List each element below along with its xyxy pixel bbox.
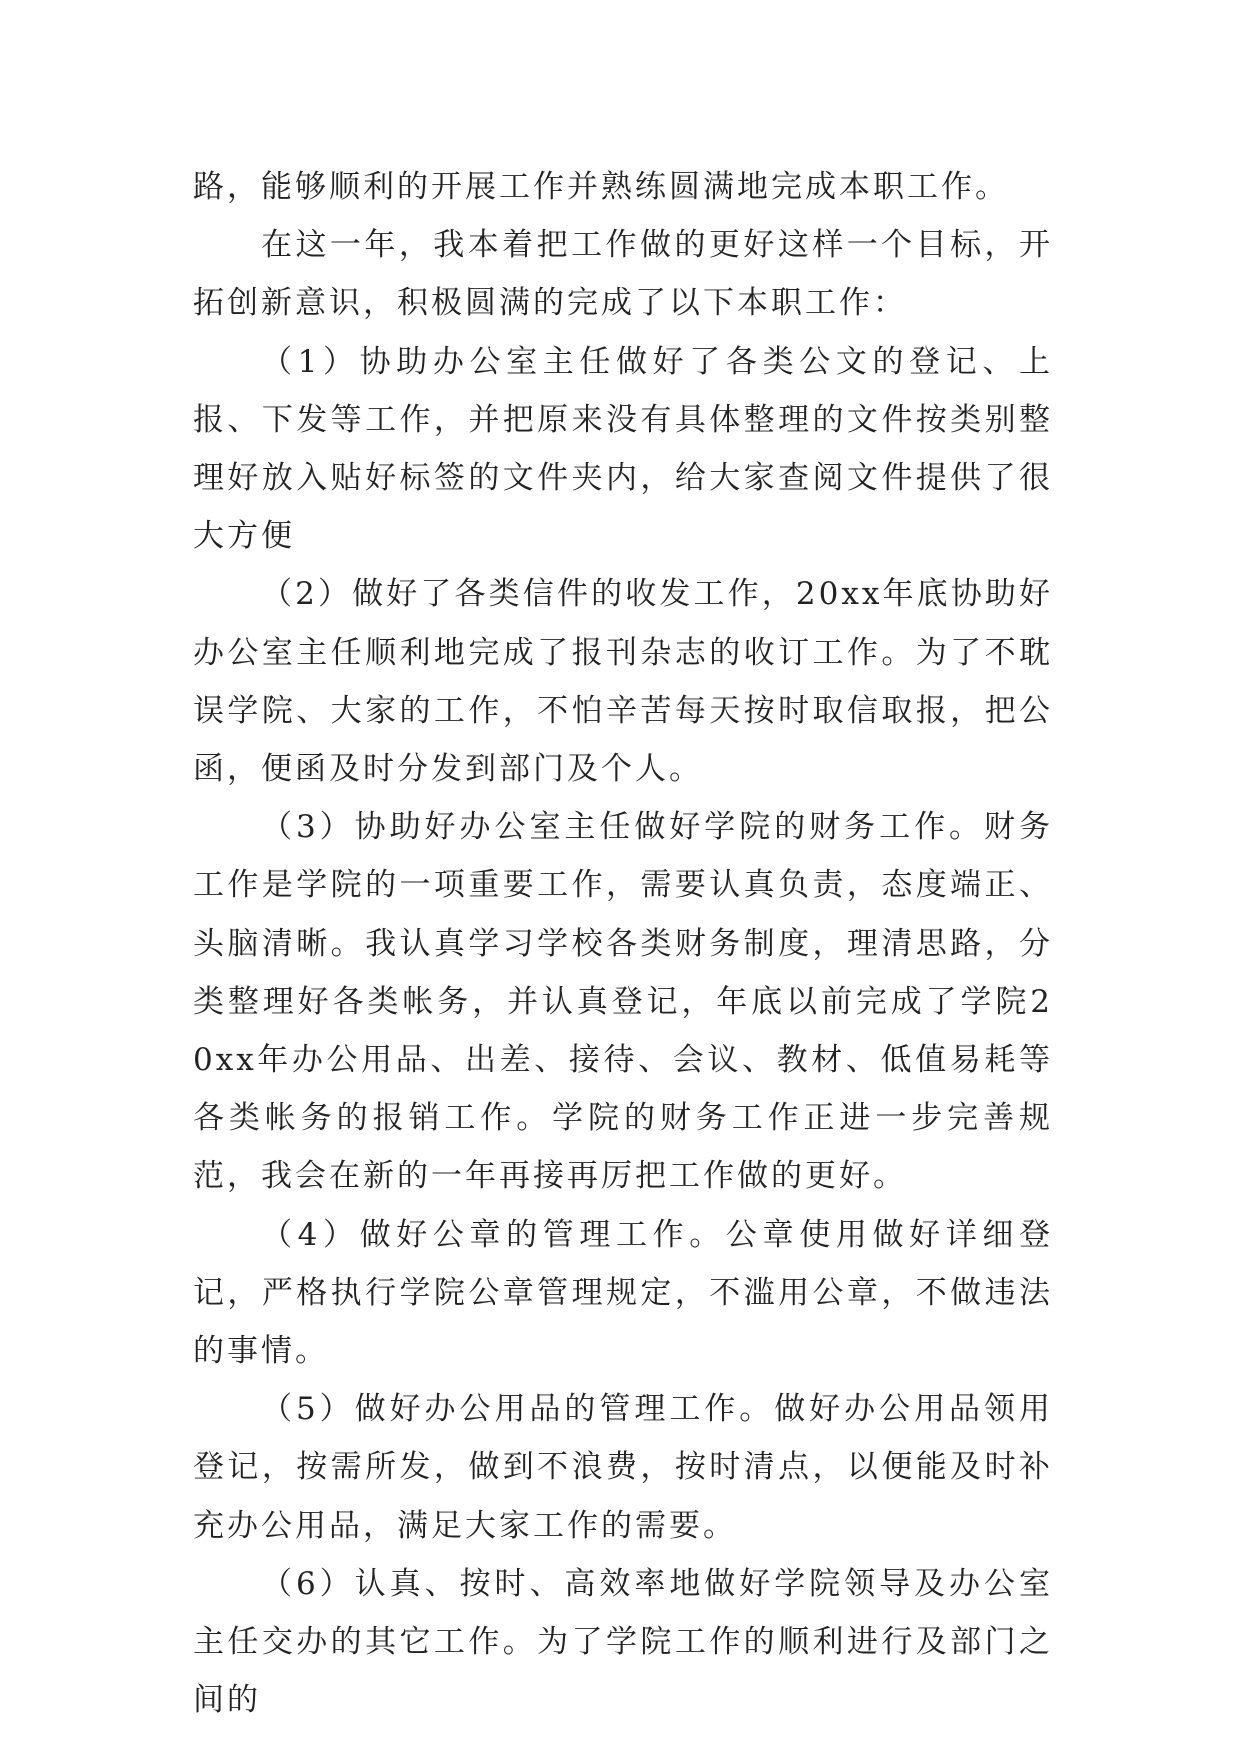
paragraph-item-5: （5）做好办公用品的管理工作。做好办公用品领用登记，按需所发，做到不浪费，按时清点，以便能及时补充办公用品，满足大家工作的需要。 (193, 1391, 1053, 1544)
document-body (193, 158, 1053, 1729)
paragraph-item-3: （3）协助好办公室主任做好学院的财务工作。财务工作是学院的一项重要工作，需要认真负责，态度端正、头脑清晰。我认真学习学校各类财务制度，理清思路，分类整理好各类帐务，并认真登记，年底以前完成了学院20xx年办公用品、出差、接待、会议、教材、低值易耗等各类帐务的报销工作。学院的财务工作正进一步完善规范，我会在新的一年再接再厉把工作做的更好。 (193, 809, 1053, 1195)
paragraph-item-2: （2）做好了各类信件的收发工作，20xx年底协助好办公室主任顺利地完成了报刊杂志的收订工作。为了不耽误学院、大家的工作，不怕辛苦每天按时取信取报，把公函，便函及时分发到部门及个人。 (193, 576, 1053, 788)
paragraph-item-6: （6）认真、按时、高效率地做好学院领导及办公室主任交办的其它工作。为了学院工作的顺利进行及部门之间的 (193, 1565, 1053, 1719)
paragraph-intro: 在这一年，我本着把工作做的更好这样一个目标，开拓创新意识，积极圆满的完成了以下本职工作： (193, 227, 1053, 322)
paragraph-item-4: （4）做好公章的管理工作。公章使用做好详细登记，严格执行学院公章管理规定，不滥用公章，不做违法的事情。 (193, 1216, 1053, 1370)
paragraph-item-1: （1）协助办公室主任做好了各类公文的登记、上报、下发等工作，并把原来没有具体整理的文件按类别整理好放入贴好标签的文件夹内，给大家查阅文件提供了很大方便 (193, 343, 1053, 555)
paragraph-continuation: 路，能够顺利的开展工作并熟练圆满地完成本职工作。 (193, 169, 1009, 205)
